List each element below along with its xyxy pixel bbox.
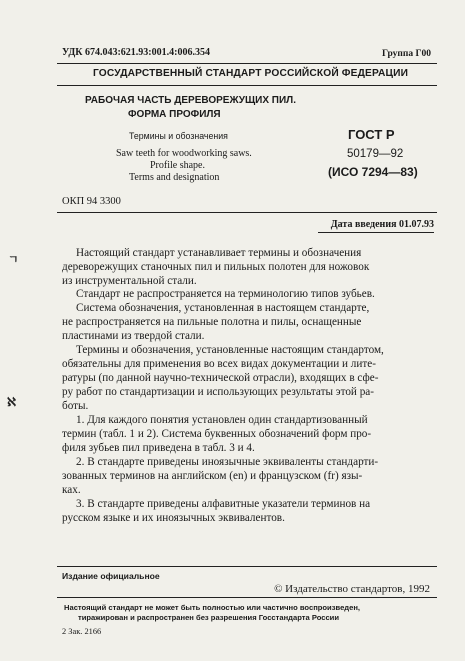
- paragraph-item-2: [62, 455, 434, 497]
- paragraph-scope: [62, 287, 434, 301]
- paragraph-line: ратуры (по данной научно-технической отрасли), входящих в сфе-: [62, 372, 379, 384]
- title-en-line3: Terms and designation: [129, 172, 220, 183]
- gost-number: 50179—92: [347, 148, 404, 160]
- paragraph-line: дереворежущих станочных пил и пильных полотен для ножовок: [62, 261, 370, 273]
- paragraph-line: зованных терминов на английском (en) и французском (fr) язы-: [62, 470, 363, 482]
- paragraph-line: 1. Для каждого понятия установлен один стандартизованный: [76, 414, 368, 426]
- footer-rule-2: [57, 597, 437, 598]
- margin-mark-1: ㄱ: [8, 254, 19, 266]
- title-ru-subtitle: Термины и обозначения: [129, 131, 228, 141]
- footer-rule: [57, 566, 437, 567]
- effective-date: Дата введения 01.07.93: [330, 219, 434, 230]
- paragraph-line: пластинами из твердой стали.: [62, 330, 205, 342]
- okp-code: ОКП 94 3300: [62, 196, 121, 207]
- official-edition: Издание официальное: [62, 571, 160, 581]
- header-rule-top: [57, 63, 437, 64]
- agency-title: ГОСУДАРСТВЕННЫЙ СТАНДАРТ РОССИЙСКОЙ ФЕДЕРАЦИИ: [93, 68, 409, 79]
- paragraph-line: 3. В стандарте приведены алфавитные указатели терминов на: [76, 498, 371, 510]
- title-en-line2: Profile shape.: [150, 160, 205, 171]
- gost-label: ГОСТ Р: [348, 127, 395, 142]
- title-ru-line2: ФОРМА ПРОФИЛЯ: [128, 109, 221, 120]
- paragraph-line: русском языке и их иноязычных эквивалентов.: [62, 512, 285, 524]
- iso-number: (ИСО 7294—83): [328, 165, 418, 179]
- paragraph-line: обязательны для применения во всех видах документации и лите-: [62, 358, 376, 370]
- paragraph-line: 2. В стандарте приведены иноязычные эквиваленты стандарти-: [76, 456, 379, 468]
- paragraph-line: боты.: [62, 400, 89, 412]
- paragraph-line: ках.: [62, 484, 81, 496]
- okp-rule: [57, 212, 437, 213]
- paragraph-item-3: [62, 497, 434, 525]
- paragraph-line: Система обозначения, установленная в настоящем стандарте,: [76, 302, 370, 314]
- paragraph-line: филя зубьев пил приведена в табл. 3 и 4.: [62, 442, 255, 454]
- paragraph-line: не распространяется на пильные полотна и пилы, оснащенные: [62, 316, 362, 328]
- order-number: 2 Зак. 2166: [62, 627, 102, 636]
- paragraph-line: ру работ по стандартизации и использующих результаты этой ра-: [62, 386, 374, 398]
- paragraph-line: термин (табл. 1 и 2). Система буквенных обозначений форм про-: [62, 428, 372, 440]
- copyright: © Издательство стандартов, 1992: [274, 583, 430, 595]
- paragraph-line: из инструментальной стали.: [62, 275, 197, 287]
- date-rule: [318, 232, 434, 233]
- title-ru-line1: РАБОЧАЯ ЧАСТЬ ДЕРЕВОРЕЖУЩИХ ПИЛ.: [85, 95, 296, 106]
- paragraph-terms: [62, 343, 434, 413]
- notice-line-1: Настоящий стандарт не может быть полностью или частично воспроизведен,: [64, 603, 361, 612]
- udk-code: УДК 674.043:621.93:001.4:006.354: [62, 47, 210, 58]
- paragraph-intro: [62, 246, 434, 288]
- paragraph-item-1: [62, 413, 434, 455]
- header-rule-bottom: [57, 85, 437, 86]
- paragraph-line: Стандарт не распространяется на терминологию типов зубьев.: [76, 288, 375, 300]
- group-code: Группа Г00: [382, 49, 431, 59]
- title-en-line1: Saw teeth for woodworking saws.: [116, 148, 252, 159]
- paragraph-line: Термины и обозначения, установленные настоящим стандартом,: [76, 344, 384, 356]
- paragraph-line: Настоящий стандарт устанавливает термины и обозначения: [76, 247, 362, 259]
- margin-mark-2: ℵ: [7, 395, 16, 409]
- notice-line-2: тиражирован и распространен без разрешения Госстандарта России: [78, 613, 340, 622]
- paragraph-system: [62, 301, 434, 343]
